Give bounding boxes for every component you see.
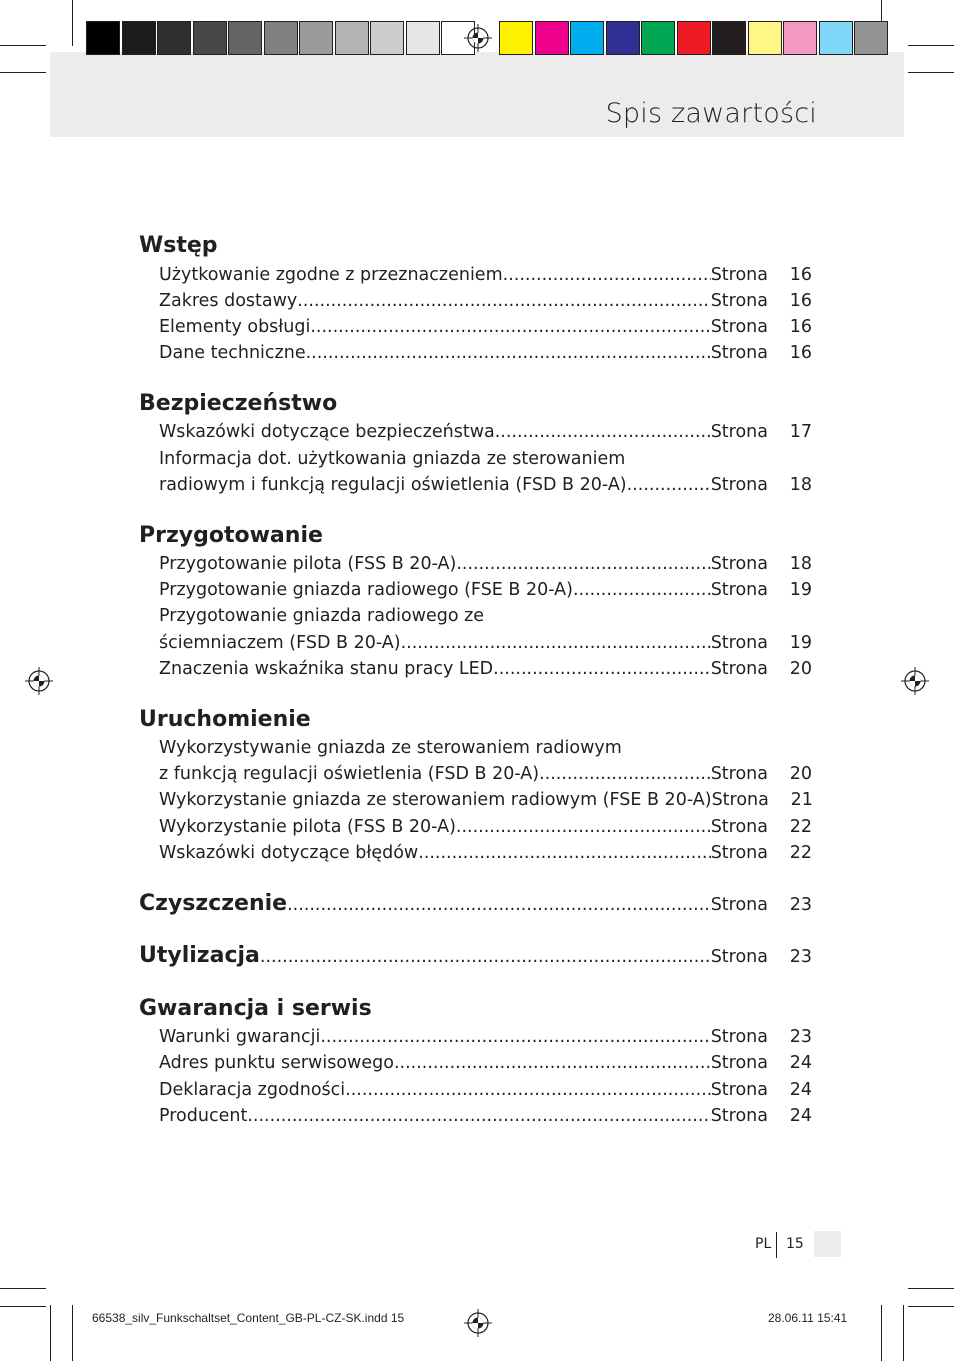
crop-mark [908, 1288, 954, 1289]
toc-entry-page: 20 [789, 659, 812, 679]
toc-entry-page: 22 [789, 843, 812, 863]
toc-entry-label: Deklaracja zgodności [159, 1080, 346, 1100]
leader-dots [493, 659, 711, 679]
section-title-gwarancja: Gwarancja i serwis [139, 996, 372, 1021]
leader-dots [503, 265, 711, 285]
toc-entry-czyszczenie[interactable] [139, 891, 812, 916]
language-code: PL [755, 1236, 772, 1252]
section-title-czyszczenie: Czyszczenie [139, 891, 288, 916]
toc-entry-page: 16 [789, 291, 812, 311]
registration-mark-icon [25, 667, 53, 695]
leader-dots [627, 475, 711, 495]
page-number: 15 [786, 1236, 804, 1252]
toc-entry-prefix: Strona [710, 659, 768, 679]
color-swatch [606, 21, 640, 55]
toc-entry-prefix: Strona [710, 422, 768, 442]
registration-mark-icon [464, 1309, 492, 1337]
crop-mark [0, 45, 46, 46]
toc-entry-label: Wykorzystanie pilota (FSS B 20-A) [159, 817, 456, 837]
toc-entry-prefix: Strona [710, 265, 768, 285]
color-swatch [712, 21, 746, 55]
section-title-bezpieczenstwo: Bezpieczeństwo [139, 391, 338, 416]
crop-mark [0, 1306, 46, 1307]
toc-entry-label: Znaczenia wskaźnika stanu pracy LED [159, 659, 494, 679]
color-swatch [335, 21, 369, 55]
section-title-przygotowanie: Przygotowanie [139, 523, 323, 548]
crop-mark [881, 1305, 882, 1361]
color-swatch [406, 21, 440, 55]
toc-entry-page: 24 [789, 1053, 812, 1073]
toc-entry[interactable] [159, 1106, 812, 1126]
leader-dots [401, 633, 711, 653]
toc-entry-page: 18 [789, 554, 812, 574]
toc-entry[interactable] [159, 659, 812, 679]
toc-entry[interactable] [159, 422, 812, 442]
toc-entry-label: Dane techniczne [159, 343, 306, 363]
crop-mark [72, 1305, 73, 1361]
toc-entry-prefix: Strona [710, 580, 768, 600]
toc-entry-prefix: Strona [710, 843, 768, 863]
toc-entry[interactable] [159, 1027, 812, 1047]
toc-entry-prefix: Strona [710, 343, 768, 363]
toc-entry-prefix: Strona [710, 317, 768, 337]
leader-dots [247, 1106, 710, 1126]
toc-entry-page: 17 [789, 422, 812, 442]
leader-dots [345, 1080, 711, 1100]
toc-entry-label: Elementy obsługi [159, 317, 311, 337]
color-swatch [819, 21, 853, 55]
toc-entry[interactable] [159, 317, 812, 337]
toc-entry-prefix: Strona [710, 1027, 768, 1047]
color-swatch [677, 21, 711, 55]
crop-mark [908, 1306, 954, 1307]
toc-entry-page: 23 [789, 1027, 812, 1047]
toc-entry[interactable] [159, 265, 812, 285]
toc-entry-prefix: Strona [710, 1106, 768, 1126]
crop-mark [903, 1305, 904, 1361]
toc-entry[interactable] [159, 790, 812, 810]
toc-entry-page: 16 [789, 317, 812, 337]
color-swatch [570, 21, 604, 55]
toc-entry-page: 22 [789, 817, 812, 837]
color-swatch [299, 21, 333, 55]
color-swatch [783, 21, 817, 55]
process-color-bar [499, 21, 890, 55]
toc-entry[interactable] [159, 554, 812, 574]
crop-mark [0, 1288, 46, 1289]
color-swatch [535, 21, 569, 55]
toc-entry-line: Wykorzystywanie gniazda ze sterowaniem radiowym [159, 738, 622, 758]
toc-entry-prefix: Strona [710, 817, 768, 837]
toc-entry-label: Producent [159, 1106, 248, 1126]
toc-entry-line: Przygotowanie gniazda radiowego ze [159, 606, 485, 626]
color-swatch [122, 21, 156, 55]
toc-entry-page: 18 [789, 475, 812, 495]
toc-entry-prefix: Strona [710, 947, 768, 967]
toc-entry-label: Adres punktu serwisowego [159, 1053, 394, 1073]
crop-mark [908, 72, 954, 73]
toc-entry-page: 16 [789, 343, 812, 363]
toc-entry-page: 23 [789, 947, 812, 967]
section-title-utylizacja: Utylizacja [139, 943, 260, 968]
toc-entry-page: 23 [789, 895, 812, 915]
toc-entry-page: 24 [789, 1106, 812, 1126]
color-swatch [157, 21, 191, 55]
toc-entry-prefix: Strona [710, 1080, 768, 1100]
toc-entry-label: Wskazówki dotyczące błędów [159, 843, 419, 863]
crop-mark [72, 0, 73, 46]
color-swatch [641, 21, 675, 55]
toc-entry-prefix: Strona [710, 291, 768, 311]
toc-entry[interactable] [159, 843, 812, 863]
toc-entry-prefix: Strona [710, 764, 768, 784]
color-swatch [264, 21, 298, 55]
leader-dots [310, 317, 710, 337]
toc-entry-prefix: Strona [711, 790, 769, 810]
color-swatch [748, 21, 782, 55]
crop-mark [50, 1305, 51, 1361]
leader-dots [573, 580, 711, 600]
toc-entry[interactable] [159, 764, 812, 784]
toc-entry[interactable] [159, 1053, 812, 1073]
print-slug-filename: 66538_silv_Funkschaltset_Content_GB-PL-CZ-SK.indd 15 [92, 1311, 405, 1325]
crop-mark [908, 45, 954, 46]
color-swatch [854, 21, 888, 55]
toc-entry[interactable] [159, 817, 812, 837]
registration-mark-icon [901, 667, 929, 695]
toc-entry[interactable] [159, 343, 812, 363]
leader-dots [456, 554, 710, 574]
registration-mark-icon [464, 24, 492, 52]
toc-entry-label: ściemniaczem (FSD B 20-A) [159, 633, 401, 653]
toc-entry-prefix: Strona [710, 475, 768, 495]
toc-entry-prefix: Strona [710, 633, 768, 653]
page-tab-box [814, 1231, 841, 1257]
leader-dots [539, 764, 711, 784]
toc-entry[interactable] [159, 1080, 812, 1100]
toc-entry-prefix: Strona [710, 895, 768, 915]
leader-dots [287, 895, 711, 915]
toc-entry-label: Przygotowanie pilota (FSS B 20-A) [159, 554, 457, 574]
toc-entry-label: z funkcją regulacji oświetlenia (FSD B 20-A) [159, 764, 540, 784]
toc-entry-utylizacja[interactable] [139, 943, 812, 968]
toc-entry[interactable] [159, 580, 812, 600]
toc-entry[interactable] [159, 475, 812, 495]
leader-dots [456, 817, 711, 837]
toc-entry-label: Zakres dostawy [159, 291, 298, 311]
leader-dots [260, 947, 711, 967]
leader-dots [320, 1027, 710, 1047]
gray-color-bar [86, 21, 477, 55]
color-swatch [228, 21, 262, 55]
toc-entry-label: Wskazówki dotyczące bezpieczeństwa [159, 422, 495, 442]
toc-entry-prefix: Strona [710, 1053, 768, 1073]
section-title-uruchomienie: Uruchomienie [139, 707, 311, 732]
leader-dots [394, 1053, 711, 1073]
color-swatch [370, 21, 404, 55]
toc-entry-page: 20 [789, 764, 812, 784]
toc-entry-label: radiowym i funkcją regulacji oświetlenia (FSD B 20-A) [159, 475, 627, 495]
toc-entry-label: Przygotowanie gniazda radiowego (FSE B 20-A) [159, 580, 573, 600]
toc-entry-line: Informacja dot. użytkowania gniazda ze sterowaniem [159, 449, 626, 469]
page-title: Spis zawartości [605, 98, 817, 129]
crop-mark [0, 72, 46, 73]
toc-entry-page: 16 [789, 265, 812, 285]
print-slug-date: 28.06.11 15:41 [768, 1311, 848, 1325]
color-swatch [193, 21, 227, 55]
section-title-wstep: Wstęp [139, 233, 218, 258]
leader-dots [418, 843, 710, 863]
toc-entry[interactable] [159, 291, 812, 311]
toc-entry-page: 19 [789, 580, 812, 600]
leader-dots [297, 291, 710, 311]
toc-entry-page: 21 [790, 790, 813, 810]
leader-dots [495, 422, 711, 442]
toc-entry[interactable] [159, 633, 812, 653]
toc-entry-page: 24 [789, 1080, 812, 1100]
color-swatch [499, 21, 533, 55]
toc-entry-label: Warunki gwarancji [159, 1027, 321, 1047]
toc-entry-page: 19 [789, 633, 812, 653]
toc-entry-prefix: Strona [710, 554, 768, 574]
page-number-divider [776, 1232, 777, 1258]
leader-dots [306, 343, 711, 363]
color-swatch [86, 21, 120, 55]
toc-entry-label: Wykorzystanie gniazda ze sterowaniem radiowym (FSE B 20-A) [159, 790, 712, 810]
toc-entry-label: Użytkowanie zgodne z przeznaczeniem [159, 265, 503, 285]
